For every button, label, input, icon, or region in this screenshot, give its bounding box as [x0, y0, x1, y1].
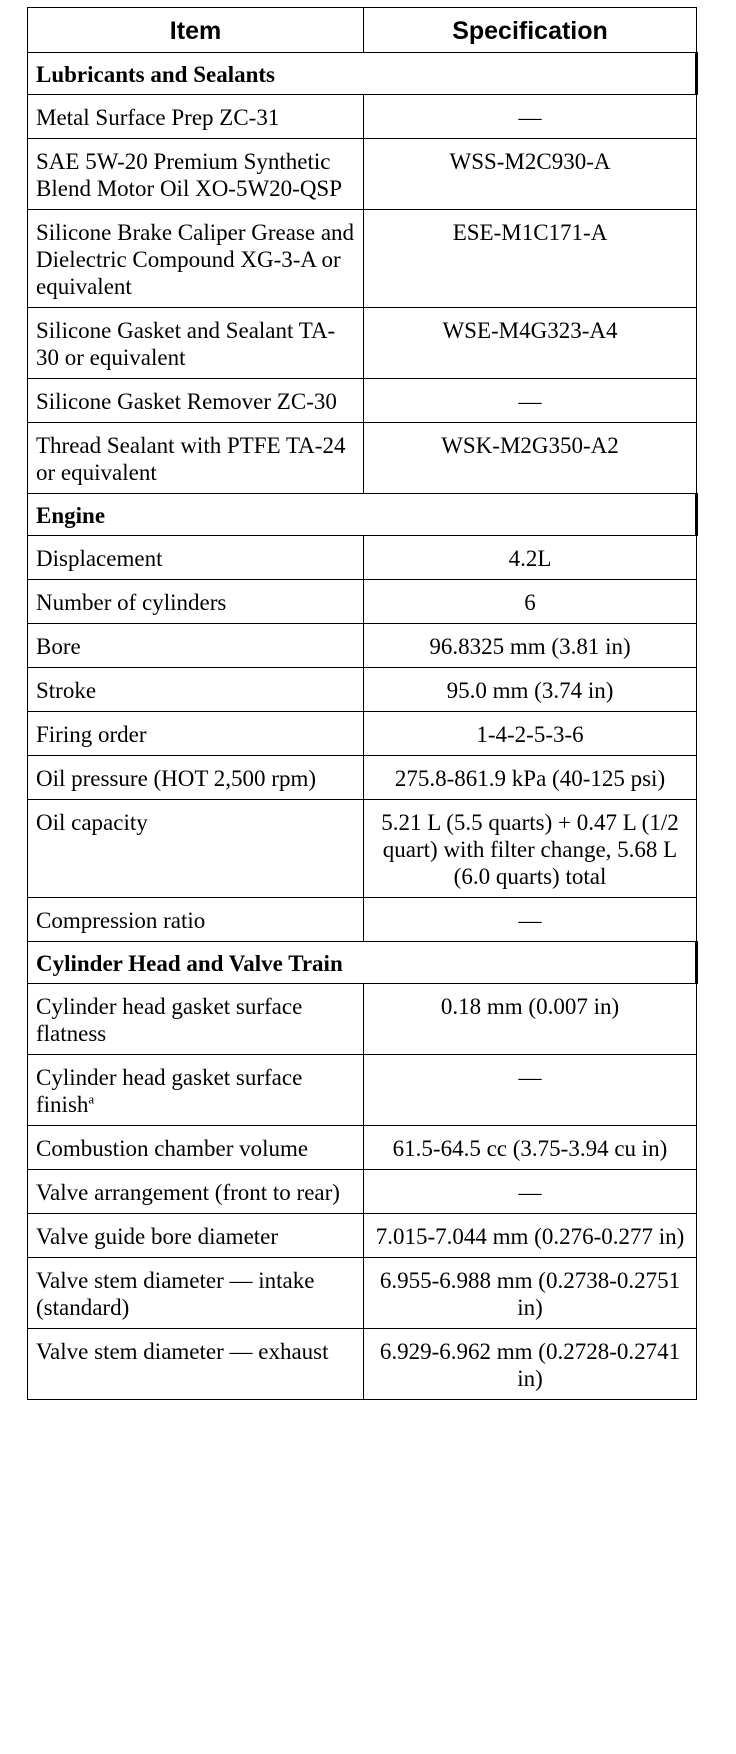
table-row [28, 210, 697, 308]
item-cell: Thread Sealant with PTFE TA-24 or equivalent [28, 423, 364, 494]
section-title: Cylinder Head and Valve Train [28, 942, 697, 984]
table-row [28, 139, 697, 210]
item-cell: Silicone Brake Caliper Grease and Dielectric Compound XG-3-A or equivalent [28, 210, 364, 308]
item-cell: Combustion chamber volume [28, 1126, 364, 1170]
item-cell: Silicone Gasket and Sealant TA-30 or equivalent [28, 308, 364, 379]
item-cell: Bore [28, 624, 364, 668]
item-cell: Silicone Gasket Remover ZC-30 [28, 379, 364, 423]
spec-cell: 6.929-6.962 mm (0.2728-0.2741 in) [364, 1329, 697, 1400]
item-cell: Firing order [28, 712, 364, 756]
table-row [28, 1329, 697, 1400]
table-row [28, 379, 697, 423]
footnote-marker: a [88, 1091, 95, 1107]
spec-cell: WSS-M2C930-A [364, 139, 697, 210]
spec-cell: — [364, 95, 697, 139]
section-title: Lubricants and Sealants [28, 53, 697, 95]
spec-cell: 6 [364, 580, 697, 624]
section-title: Engine [28, 494, 697, 536]
spec-cell: WSE-M4G323-A4 [364, 308, 697, 379]
spec-cell: ESE-M1C171-A [364, 210, 697, 308]
spec-cell: 6.955-6.988 mm (0.2738-0.2751 in) [364, 1258, 697, 1329]
table-row [28, 756, 697, 800]
spec-cell: 1-4-2-5-3-6 [364, 712, 697, 756]
section-header-row [28, 53, 697, 95]
specification-column-header: Specification [364, 8, 697, 53]
spec-cell: — [364, 1055, 697, 1126]
section-header-row [28, 494, 697, 536]
table-row [28, 1170, 697, 1214]
item-cell: Oil pressure (HOT 2,500 rpm) [28, 756, 364, 800]
table-row [28, 984, 697, 1055]
item-cell: Oil capacity [28, 800, 364, 898]
item-cell: Valve stem diameter — exhaust [28, 1329, 364, 1400]
table-row [28, 1214, 697, 1258]
item-cell: Valve guide bore diameter [28, 1214, 364, 1258]
spec-cell: — [364, 898, 697, 942]
table-row [28, 800, 697, 898]
item-cell: Stroke [28, 668, 364, 712]
table-row [28, 898, 697, 942]
item-cell [28, 1055, 364, 1126]
spec-cell: — [364, 379, 697, 423]
spec-cell: 4.2L [364, 536, 697, 580]
table-row [28, 1126, 697, 1170]
spec-cell: 5.21 L (5.5 quarts) + 0.47 L (1/2 quart) with filter change, 5.68 L (6.0 quarts) total [364, 800, 697, 898]
table-row [28, 308, 697, 379]
spec-cell: WSK-M2G350-A2 [364, 423, 697, 494]
item-column-header: Item [28, 8, 364, 53]
item-cell: Valve arrangement (front to rear) [28, 1170, 364, 1214]
spec-cell: 0.18 mm (0.007 in) [364, 984, 697, 1055]
table-row [28, 536, 697, 580]
item-cell: SAE 5W-20 Premium Synthetic Blend Motor Oil XO-5W20-QSP [28, 139, 364, 210]
spec-cell: — [364, 1170, 697, 1214]
item-text: Cylinder head gasket surface finish [36, 1065, 303, 1117]
table-row [28, 712, 697, 756]
item-cell: Compression ratio [28, 898, 364, 942]
table-row [28, 423, 697, 494]
table-row [28, 95, 697, 139]
item-cell: Cylinder head gasket surface flatness [28, 984, 364, 1055]
table-row [28, 624, 697, 668]
item-cell: Valve stem diameter — intake (standard) [28, 1258, 364, 1329]
spec-cell: 61.5-64.5 cc (3.75-3.94 cu in) [364, 1126, 697, 1170]
table-row [28, 580, 697, 624]
item-cell: Number of cylinders [28, 580, 364, 624]
table-row [28, 1258, 697, 1329]
spec-cell: 95.0 mm (3.74 in) [364, 668, 697, 712]
table-header-row [28, 8, 697, 53]
spec-cell: 275.8-861.9 kPa (40-125 psi) [364, 756, 697, 800]
specification-table [27, 7, 698, 1400]
item-cell: Displacement [28, 536, 364, 580]
spec-cell: 96.8325 mm (3.81 in) [364, 624, 697, 668]
spec-cell: 7.015-7.044 mm (0.276-0.277 in) [364, 1214, 697, 1258]
table-row [28, 668, 697, 712]
table-row [28, 1055, 697, 1126]
section-header-row [28, 942, 697, 984]
item-cell: Metal Surface Prep ZC-31 [28, 95, 364, 139]
